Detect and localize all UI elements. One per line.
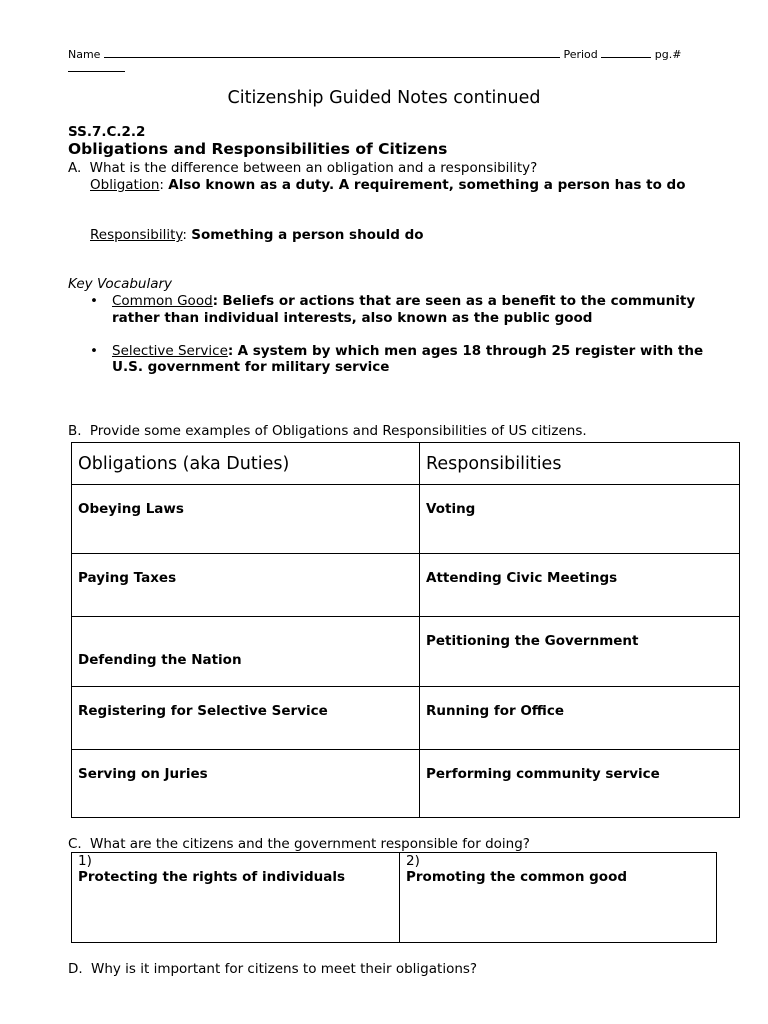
table-cell[interactable]: Obeying Laws: [72, 485, 420, 554]
vocab-heading: Key Vocabulary: [68, 276, 173, 292]
responsibility-table: [71, 852, 717, 943]
vocab-def: Beliefs or actions that are seen as a benefit to the community: [222, 293, 696, 309]
question-d: [68, 961, 477, 977]
answer-text: Promoting the common good: [406, 869, 628, 885]
table-row: [72, 554, 740, 617]
section-heading: Obligations and Responsibilities of Citizens: [68, 140, 448, 158]
page-label: pg.#: [654, 48, 682, 61]
question-b: [68, 423, 587, 439]
table-cell[interactable]: Paying Taxes: [72, 554, 420, 617]
vocab-def: A system by which men ages 18 through 25 register with the: [237, 343, 704, 359]
vocab-term: Common Good: [112, 293, 213, 309]
name-blank[interactable]: [104, 46, 560, 58]
question-d-label: D.: [68, 961, 83, 977]
period-blank[interactable]: [601, 46, 651, 58]
bullet-icon: •: [90, 343, 98, 359]
obligation-definition: [90, 177, 686, 193]
question-a: [68, 160, 537, 176]
item-number: 1): [78, 853, 92, 869]
question-a-text: What is the difference between an obligation and a responsibility?: [89, 160, 538, 176]
question-b-text: Provide some examples of Obligations and Responsibilities of US citizens.: [89, 423, 587, 439]
responsibility-term: Responsibility: [90, 227, 183, 243]
table-cell[interactable]: Petitioning the Government: [420, 617, 740, 687]
vocab-def-continued: rather than individual interests, also known as the public good: [112, 310, 593, 326]
table-row: [72, 750, 740, 818]
table-cell[interactable]: Registering for Selective Service: [72, 687, 420, 750]
standard-code: SS.7.C.2.2: [68, 124, 146, 140]
table-cell[interactable]: Running for Office: [420, 687, 740, 750]
vocab-term: Selective Service: [112, 343, 228, 359]
responsibility-definition: [90, 227, 424, 243]
question-a-label: A.: [68, 160, 82, 176]
table-cell[interactable]: Voting: [420, 485, 740, 554]
name-label: Name: [68, 48, 101, 61]
table-row: [72, 617, 740, 687]
question-d-text: Why is it important for citizens to meet their obligations?: [90, 961, 478, 977]
question-b-label: B.: [68, 423, 82, 439]
responsibility-colon: :: [182, 227, 187, 243]
question-c-text: What are the citizens and the government responsible for doing?: [90, 836, 530, 852]
responsibility-def: Something a person should do: [191, 227, 424, 243]
table-cell[interactable]: Attending Civic Meetings: [420, 554, 740, 617]
obligation-def: Also known as a duty. A requirement, something a person has to do: [168, 177, 686, 193]
bullet-icon: •: [90, 293, 98, 309]
question-c-label: C.: [68, 836, 82, 852]
answer-text: Protecting the rights of individuals: [78, 869, 346, 885]
item-number: 2): [406, 853, 420, 869]
vocab-def-continued: U.S. government for military service: [112, 359, 390, 375]
question-c: [68, 836, 530, 852]
obligation-term: Obligation: [90, 177, 160, 193]
table-row: [72, 485, 740, 554]
name-line[interactable]: [68, 46, 681, 61]
table-cell[interactable]: [72, 853, 400, 943]
vocab-item-selective-service: • Selective Service: A system by which men ages 18 through 25 register with the: [90, 343, 704, 359]
table-row: [72, 853, 717, 943]
table-cell[interactable]: Serving on Juries: [72, 750, 420, 818]
table-row: [72, 687, 740, 750]
page-number-blank[interactable]: [68, 60, 125, 72]
table-cell[interactable]: [400, 853, 717, 943]
column-header: Obligations (aka Duties): [72, 443, 420, 485]
table-header-row: [72, 443, 740, 485]
table-cell[interactable]: Performing community service: [420, 750, 740, 818]
page-title: Citizenship Guided Notes continued: [227, 88, 541, 108]
obligations-responsibilities-table: [71, 442, 740, 818]
vocab-item-common-good: • Common Good: Beliefs or actions that are seen as a benefit to the community: [90, 293, 696, 309]
obligation-colon: :: [159, 177, 164, 193]
table-cell[interactable]: Defending the Nation: [72, 617, 420, 687]
period-label: Period: [563, 48, 598, 61]
column-header: Responsibilities: [420, 443, 740, 485]
